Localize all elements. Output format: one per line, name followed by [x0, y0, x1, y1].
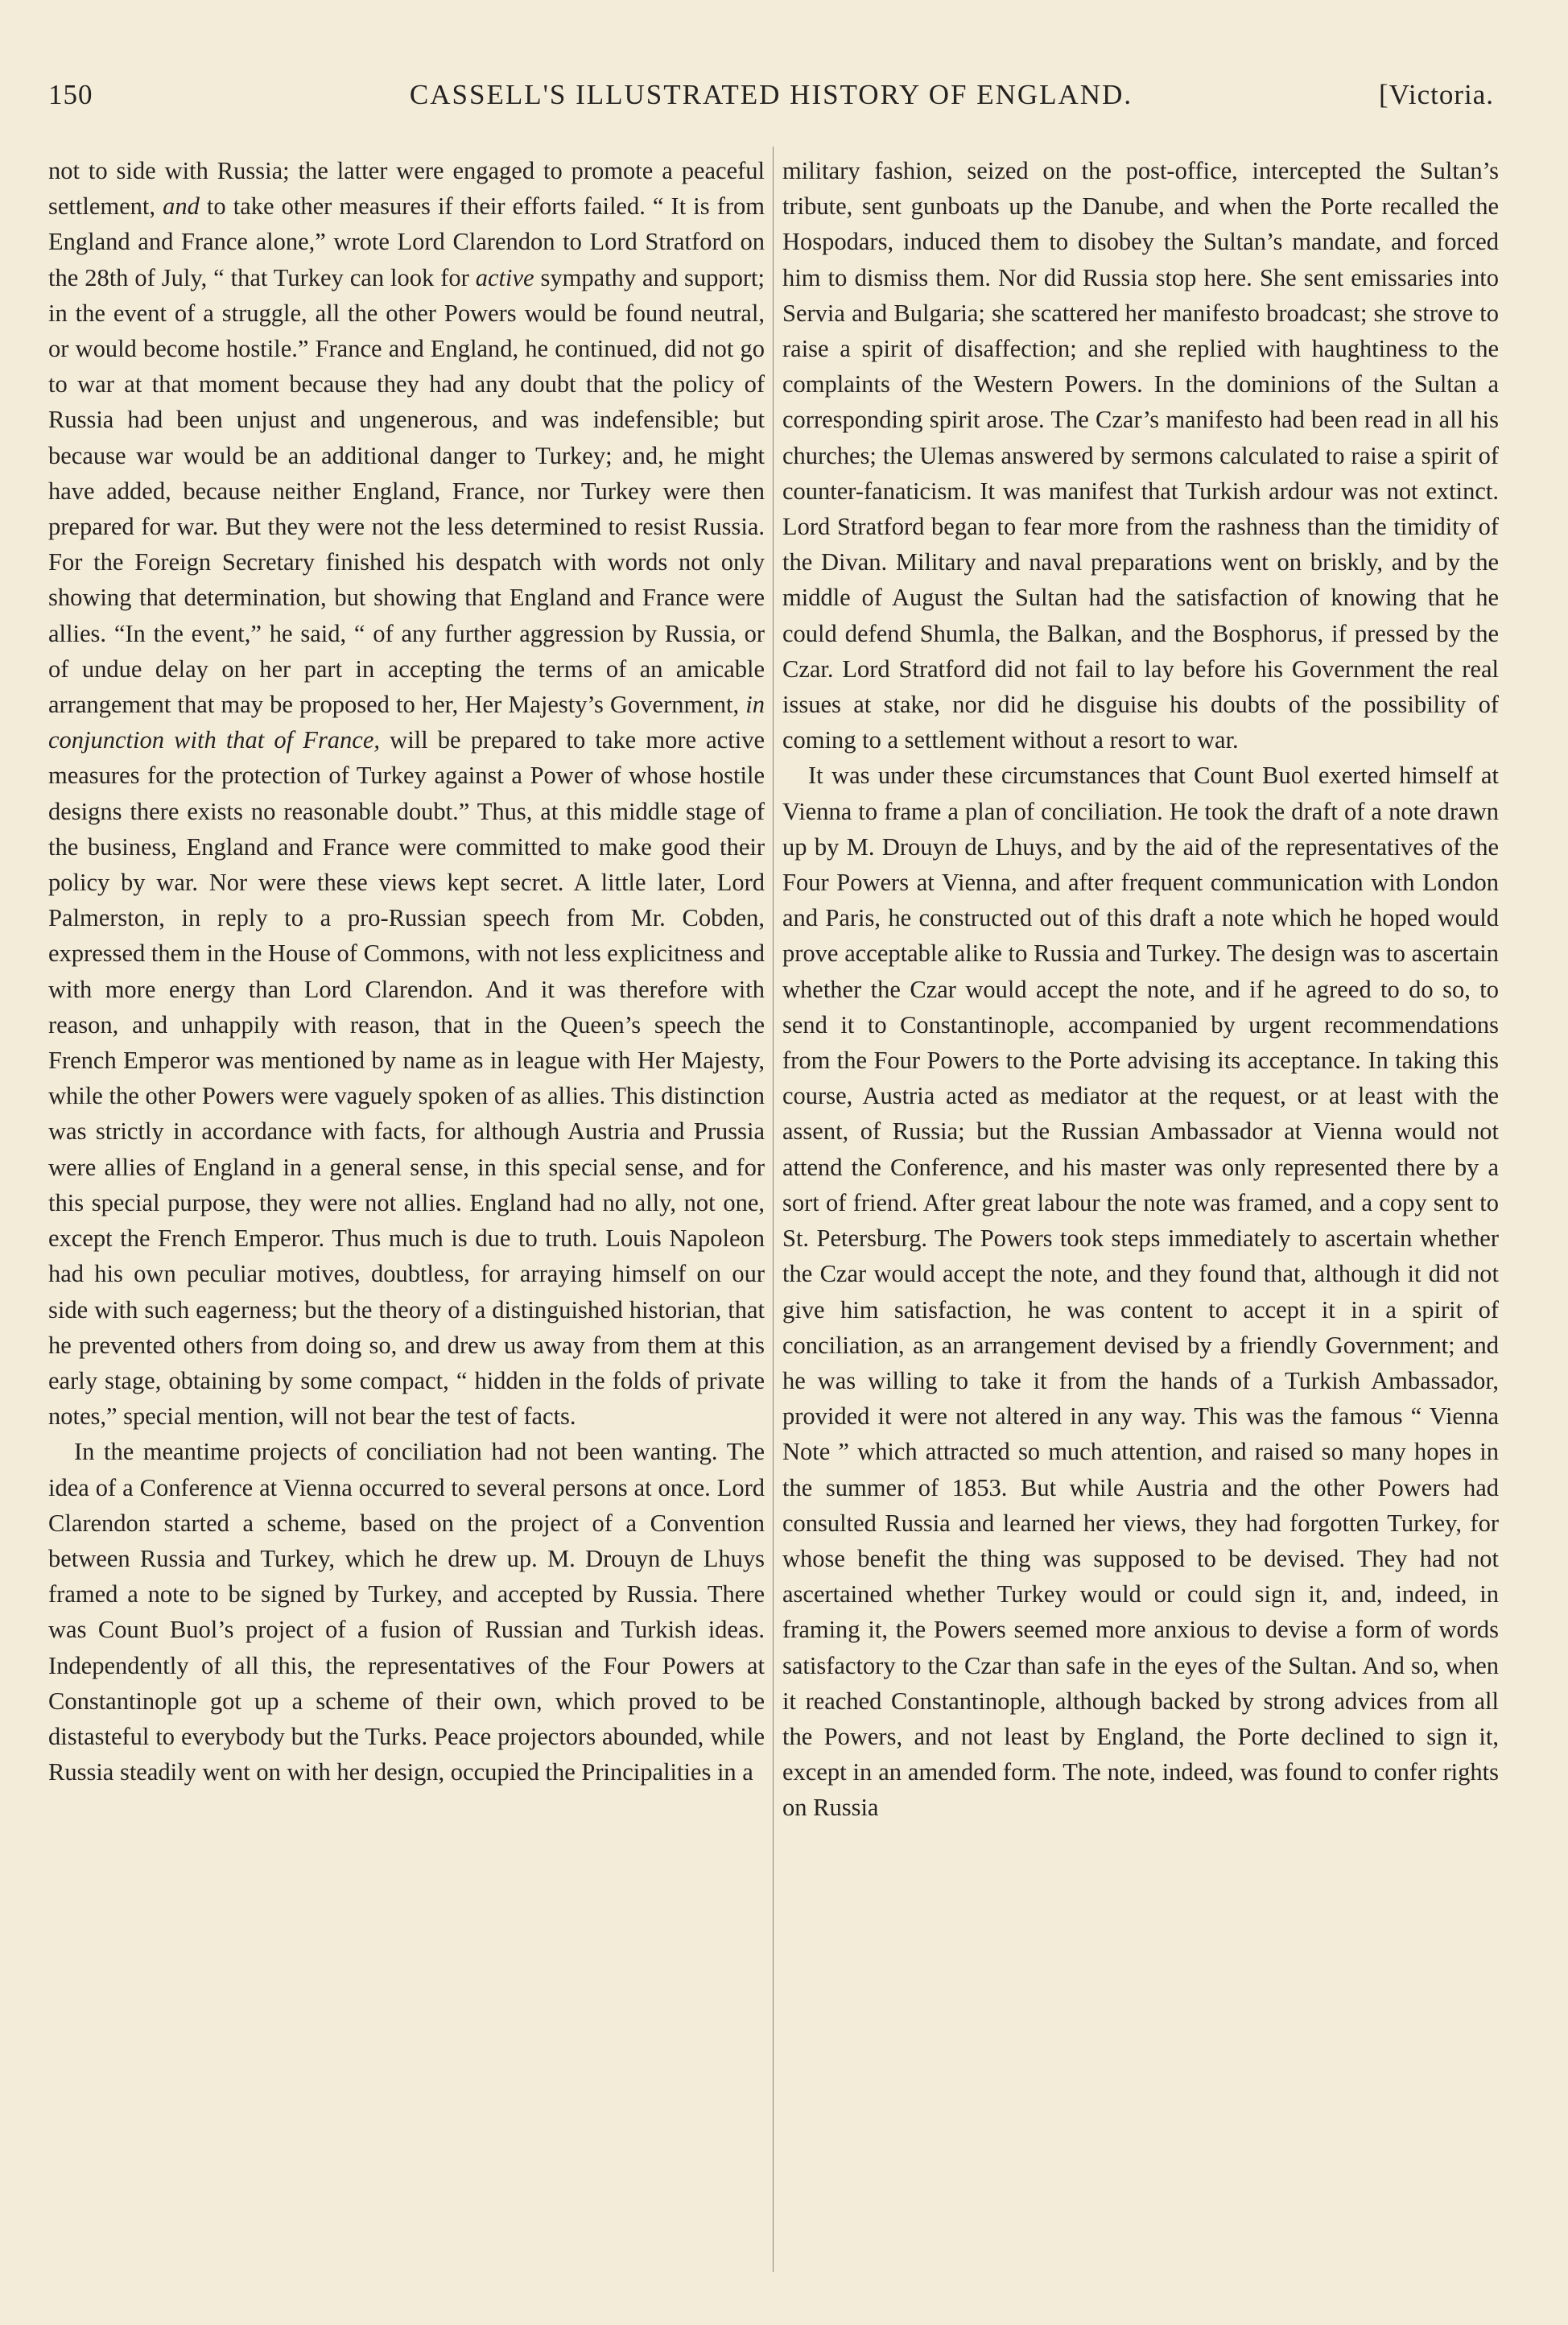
text-run: will be prepared to take more active measures for the protection of Turkey against a Power of whose hostile designs there exists no reasonable doubt.” Thus, at this middle stage of the business, England and France were committed to make good their policy by war. Nor were these views kept secret. A little later, Lord Palmerston, in reply to a pro-Russian speech from Mr. Cobden, expressed them in the House of Commons, with not less explicitness and with more energy than Lord Clarendon. And it was therefore with reason, and unhappily with reason, that in the Queen’s speech the French Emperor was mentioned by name as in league with Her Majesty, while the other Powers were vaguely spoken of as allies. This distinction was strictly in accordance with facts, for although Austria and Prussia were allies of England in a general sense, in this special sense, and for this special purpose, they were not allies. England had no ally, not one, except the French Emperor. Thus much is due to truth. Louis Napoleon had his own peculiar motives, doubtless, for arraying himself on our side with such eagerness; but the theory of a distinguished historian, that he prevented others from doing so, and drew us away from them at this early stage, obtaining by some compact, “ hidden in the folds of private notes,” special mention, will not bear the test of facts.	[48, 726, 765, 1431]
text-run: not to side with Russia; the latter were engaged to promote a peaceful settlement,	[48, 157, 765, 221]
text-run: to take other measures if their efforts failed. “ It is from England and France alone,” wrote Lord Clarendon to Lord Stratford on the 28th of July, “ that Turkey can look for	[48, 192, 765, 291]
running-header	[48, 79, 1494, 119]
left-column	[48, 153, 765, 2290]
running-title: CASSELL'S ILLUSTRATED HISTORY OF ENGLAND.	[409, 79, 1133, 110]
text-run: sympathy and support; in the event of a struggle, all the other Powers would be found neutral, or would become hostile.” France and England, he continued, did not go to war at that moment because they had any doubt that the policy of Russia had been unjust and ungenerous, and was indefensible; but because war would be an additional danger to Turkey; and, he might have added, because neither England, France, nor Turkey were then prepared for war. But they were not the less determined to resist Russia. For the Foreign Secretary finished his despatch with words not only showing that determination, but showing that England and France were allies. “In the event,” he said, “ of any further aggression by Russia, or of undue delay on her part in accepting the terms of an amicable arrangement that may be proposed to her, Her Majesty’s Government,	[48, 263, 765, 719]
paragraph: military fashion, seized on the post-office, intercepted the Sultan’s tribute, sent gunboats up the Danube, and when the Porte recalled the Hospodars, induced them to disobey the Sultan’s mandate, and forced him to dismiss them. Nor did Russia stop here. She sent emissaries into Servia and Bulgaria; she scattered her manifesto broadcast; she strove to raise a spirit of disaffection; and she replied with haughtiness to the complaints of the Western Powers. In the dominions of the Sultan a corresponding spirit arose. The Czar’s manifesto had been read in all his churches; the Ulemas answered by sermons calculated to raise a spirit of counter-fanaticism. It was manifest that Turkish ardour was not extinct. Lord Stratford began to fear more from the rashness than the timidity of the Divan. Military and naval preparations went on briskly, and by the middle of August the Sultan had the satisfaction of knowing that he could defend Shumla, the Balkan, and the Bosphorus, if pressed by the Czar. Lord Stratford did not fail to lay before his Government the real issues at stake, nor did he disguise his doubts of the possibility of coming to a settlement without a resort to war.	[782, 157, 1499, 754]
italic-run: and	[163, 192, 200, 221]
italic-run: active	[475, 263, 534, 291]
paragraph: In the meantime projects of conciliation had not been wanting. The idea of a Conference at Vienna occurred to several persons at once. Lord Clarendon started a scheme, based on the project of a Convention between Russia and Turkey, which he drew up. M. Drouyn de Lhuys framed a note to be signed by Turkey, and accepted by Russia. There was Count Buol’s project of a fusion of Russian and Turkish ideas. Independently of all this, the representatives of the Four Powers at Constantinople got up a scheme of their own, which proved to be distasteful to everybody but the Turks. Peace projectors abounded, while Russia steadily went on with her design, occupied the Principalities in a	[48, 1438, 765, 1786]
right-column	[782, 153, 1499, 2290]
italic-run: in conjunction with that of France,	[48, 691, 765, 754]
section-label: [Victoria.	[1379, 79, 1494, 110]
paragraph: It was under these circumstances that Count Buol exerted himself at Vienna to frame a plan of conciliation. He took the draft of a note drawn up by M. Drouyn de Lhuys, and by the aid of the representatives of the Four Powers at Vienna, and after frequent communication with London and Paris, he constructed out of this draft a note which he hoped would prove acceptable alike to Russia and Turkey. The design was to ascertain whether the Czar would accept the note, and if he agreed to do so, to send it to Constantinople, accompanied by urgent recommendations from the Four Powers to the Porte advising its acceptance. In taking this course, Austria acted as mediator at the request, or at least with the assent, of Russia; but the Russian Ambassador at Vienna would not attend the Conference, and his master was only represented there by a sort of friend. After great labour the note was framed, and a copy sent to St. Petersburg. The Powers took steps immediately to ascertain whether the Czar would accept the note, and they found that, although it did not give him satisfaction, he was content to accept it in a spirit of conciliation, as an arrangement devised by a friendly Government; and he was willing to take it from the hands of a Turkish Ambassador, provided it were not altered in any way. This was the famous “ Vienna Note ” which attracted so much attention, and raised so many hopes in the summer of 1853. But while Austria and the other Powers had consulted Russia and learned her views, they had forgotten Turkey, for whose benefit the thing was supposed to be devised. They had not ascertained whether Turkey would or could sign it, and, indeed, in framing it, the Powers seemed more anxious to devise a form of words satisfactory to the Czar than safe in the eyes of the Sultan. And so, when it reached Constantinople, although backed by strong advices from all the Powers, and not least by England, the Porte declined to sign it, except in an amended form. The note, indeed, was found to confer rights on Russia	[782, 762, 1499, 1822]
column-divider	[773, 147, 774, 2272]
page-number: 150	[48, 79, 93, 110]
paragraph	[48, 153, 765, 1434]
